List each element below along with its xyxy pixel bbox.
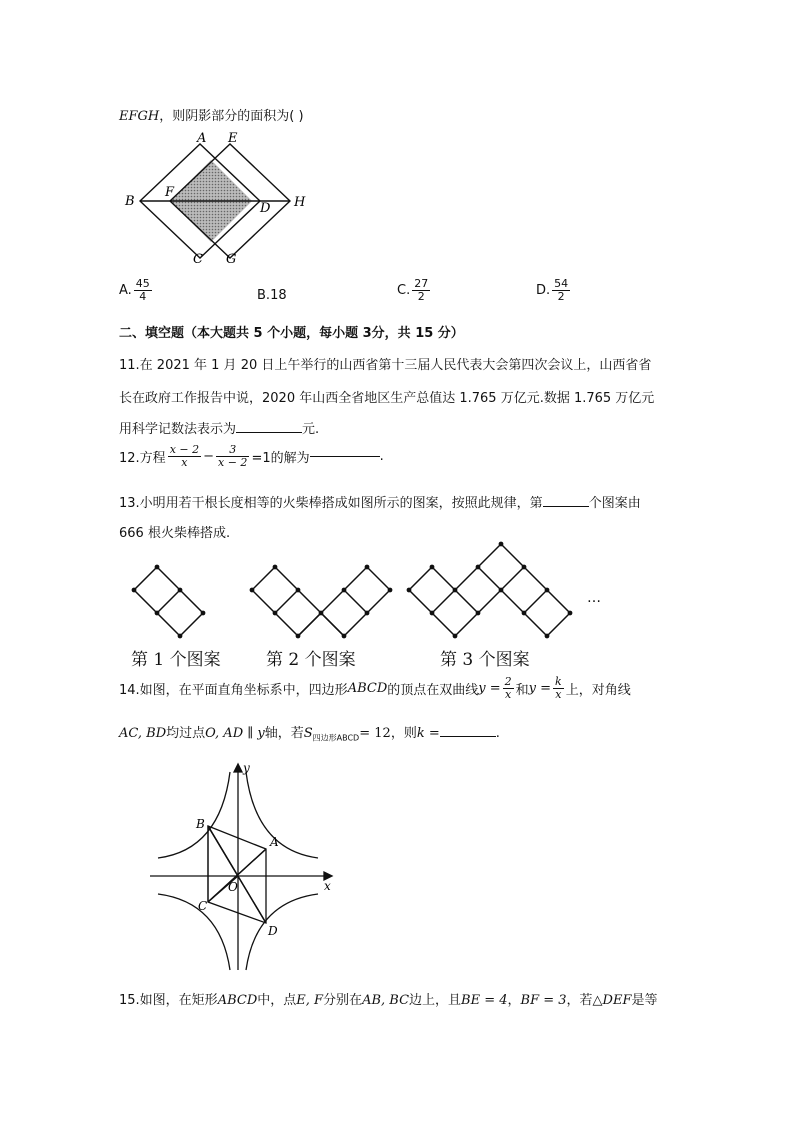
q14-label-a: A [270, 835, 279, 849]
q10-label-h: H [294, 195, 306, 210]
q10-option-c: C. $\frac{27}{2}$ [397, 277, 429, 304]
q13-pattern-2-right [298, 567, 390, 636]
q12-answer-blank[interactable] [310, 456, 380, 457]
q10-label-a: A [197, 132, 207, 146]
q10-label-b: B [125, 194, 135, 209]
q10-option-a-fraction: $\frac{45}{4}$ [135, 277, 150, 304]
q10-label-c: C [193, 252, 203, 267]
q14-answer-blank[interactable] [440, 736, 496, 737]
q13-line-2: 666 根火柴棒搭成. [119, 526, 231, 541]
q10-option-c-fraction: $\frac{27}{2}$ [414, 277, 429, 304]
q14-line-2: AC, BD均过点O, AD ∥ y轴，若$S_{四边形ABCD}= 12$，则k = . [119, 726, 500, 743]
q14-fraction-1: $\frac{2}{x}$ [504, 675, 512, 702]
q13-matchstick-figure [120, 540, 620, 640]
q10-option-d-fraction: $\frac{54}{2}$ [554, 277, 569, 304]
q13-caption-1: 第 1 个图案 [131, 650, 221, 670]
q15-line: 15.如图，在矩形ABCD中，点E, F分别在AB, BC边上，且BE = 4，BF = 3，若△DEF是等 [119, 993, 658, 1008]
q11-line-3: 用科学记数法表示为 元. [119, 422, 320, 437]
q10-label-e: E [228, 132, 238, 146]
q10-option-a: A. $\frac{45}{4}$ [119, 277, 150, 304]
q11-line-1: 11.在 2021 年 1 月 20 日上午举行的山西省第十三届人民代表大会第四次会议上，山西省省 [119, 358, 652, 373]
q14-label-b: B [196, 817, 205, 831]
q14-coordinate-figure [146, 758, 336, 978]
q11-line-2: 长在政府工作报告中说，2020 年山西全省地区生产总值达 1.765 万亿元.数据 1.765 万亿元 [119, 391, 655, 406]
q12-fraction-1: $\frac{x - 2}{x}$ [169, 443, 200, 470]
q14-curve-q4 [246, 894, 318, 970]
q10-label-g: G [226, 252, 237, 267]
q12-line: 12.方程 $\frac{x - 2}{x}$ − $\frac{3}{x - 2}$ =1的解为 . [119, 443, 384, 470]
q10-option-d: D. $\frac{54}{2}$ [536, 277, 569, 304]
q14-fraction-2: $\frac{k}{x}$ [555, 675, 562, 702]
q14-label-d: D [268, 924, 278, 938]
q11-answer-blank[interactable] [236, 432, 302, 433]
q12-fraction-2: $\frac{3}{x - 2}$ [218, 443, 248, 470]
q10-label-d: D [260, 201, 271, 216]
q13-ellipsis: … [587, 590, 601, 606]
section-title: 二、填空题（本大题共 5 个小题，每小题 3分，共 15 分） [119, 326, 464, 341]
q10-figure [118, 132, 318, 267]
q14-label-o: O [228, 880, 238, 894]
q10-square-name: EFGH [119, 109, 160, 124]
q14-label-y: y [243, 761, 250, 775]
q10-label-f: F [165, 185, 175, 200]
q13-caption-2: 第 2 个图案 [266, 650, 356, 670]
q10-option-b: B.18 [257, 288, 287, 303]
q13-caption-3: 第 3 个图案 [440, 650, 530, 670]
q14-label-c: C [198, 899, 208, 913]
q13-line-1: 13.小明用若干根长度相等的火柴棒搭成如图所示的图案，按照此规律，第 个图案由 [119, 496, 641, 511]
q10-tail-line [119, 105, 304, 124]
q14-line-1: 14.如图，在平面直角坐标系中，四边形ABCD的顶点在双曲线y = $\frac{2}{x}$ 和y = $\frac{k}{x}$ 上，对角线 [119, 675, 631, 702]
q13-pattern-1-rung [157, 590, 180, 613]
q14-label-x: x [324, 879, 331, 893]
q10-tail-text: ，则阴影部分的面积为( ) [159, 109, 304, 124]
q13-answer-blank[interactable] [543, 506, 589, 507]
